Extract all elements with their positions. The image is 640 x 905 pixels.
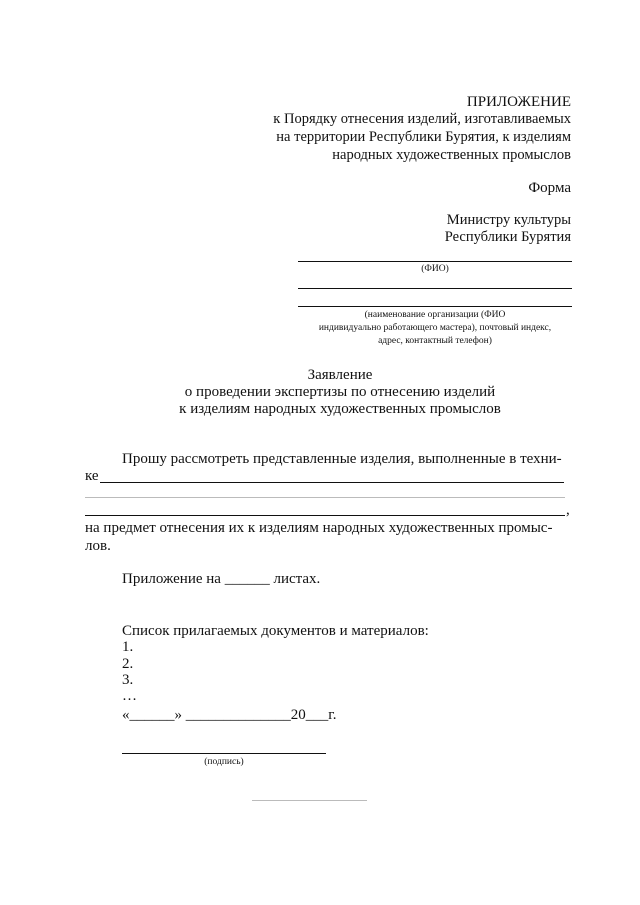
appendix-count-start: Приложение на bbox=[122, 571, 225, 587]
org-line-2 bbox=[298, 306, 572, 307]
date-line: «______» ______________20___г. bbox=[122, 707, 337, 723]
list-item-ellipsis: … bbox=[122, 688, 137, 704]
list-item-1: 1. bbox=[122, 639, 134, 655]
appendix-line-3: народных художественных промыслов bbox=[332, 147, 571, 163]
statement-line-2: к изделиям народных художественных промыслов bbox=[179, 401, 501, 417]
request-line-3: на предмет отнесения их к изделиям народных художественных промыс- bbox=[85, 520, 553, 536]
appendix-count bbox=[122, 570, 320, 589]
addressee-line-2: Республики Бурятия bbox=[444, 229, 571, 245]
statement-line-1: о проведении экспертизы по отнесению изделий bbox=[184, 384, 496, 400]
closing-divider bbox=[252, 800, 367, 801]
technique-line-3 bbox=[85, 515, 565, 516]
list-item-3: 3. bbox=[122, 672, 134, 688]
org-caption-1: (наименование организации (ФИО bbox=[364, 310, 506, 320]
signature-caption: (подпись) bbox=[204, 757, 244, 767]
list-title: Список прилагаемых документов и материалов: bbox=[122, 623, 429, 639]
technique-line-1 bbox=[100, 482, 564, 483]
request-line-4: лов. bbox=[85, 538, 111, 554]
appendix-line-1: к Порядку отнесения изделий, изготавливаемых bbox=[273, 111, 571, 127]
technique-line-2 bbox=[85, 497, 565, 498]
appendix-title: ПРИЛОЖЕНИЕ bbox=[466, 94, 571, 110]
org-caption-3: адрес, контактный телефон) bbox=[378, 336, 492, 346]
signature-line bbox=[122, 753, 326, 754]
addressee-line-1: Министру культуры bbox=[446, 212, 571, 228]
appendix-count-end: листах. bbox=[269, 571, 321, 587]
org-caption-2: индивидуально работающего мастера), почтовый индекс, bbox=[318, 323, 552, 333]
statement-title: Заявление bbox=[307, 367, 373, 383]
org-line-1 bbox=[298, 288, 572, 289]
appendix-count-blank: ______ bbox=[224, 571, 270, 587]
appendix-line-2: на территории Республики Бурятия, к изделиям bbox=[276, 129, 571, 145]
technique-comma: , bbox=[566, 502, 570, 518]
fio-line bbox=[298, 261, 572, 262]
request-line-1: Прошу рассмотреть представленные изделия, выполненные в техни- bbox=[122, 451, 562, 467]
fio-caption: (ФИО) bbox=[421, 264, 449, 274]
list-item-2: 2. bbox=[122, 656, 134, 672]
request-line-2-start: ке bbox=[85, 468, 99, 484]
form-label: Форма bbox=[528, 180, 571, 196]
